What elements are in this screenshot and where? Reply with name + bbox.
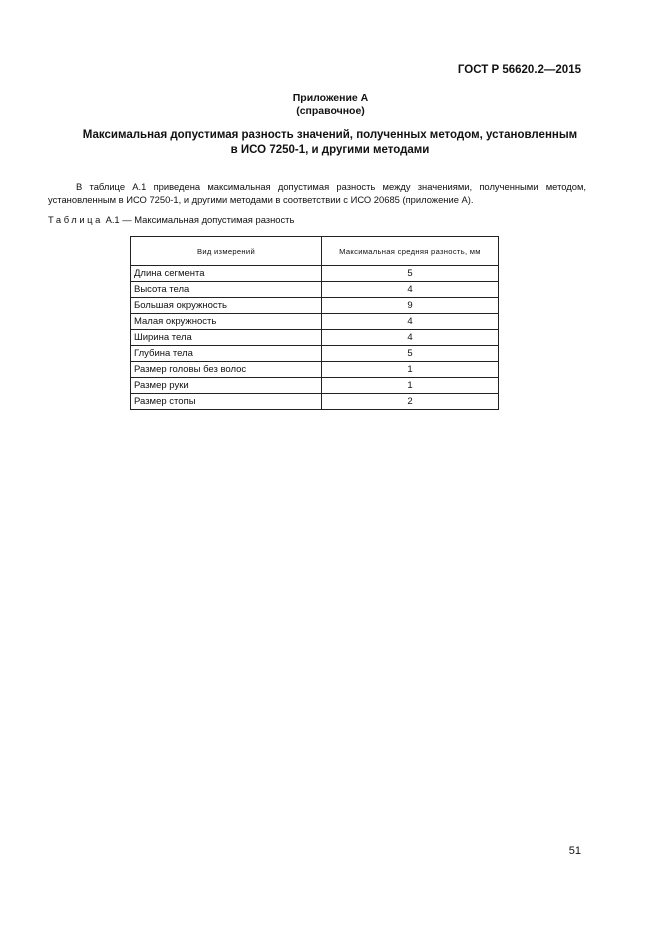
- value-cell: 1: [322, 378, 499, 394]
- header-measure-type: Вид измерений: [131, 237, 322, 266]
- table-caption-text: А.1 — Максимальная допустимая разность: [102, 214, 295, 225]
- measure-cell: Высота тела: [131, 282, 322, 298]
- annex-subtitle: (справочное): [296, 105, 365, 117]
- page-number: 51: [568, 845, 581, 857]
- table-row: [131, 346, 499, 362]
- intro-paragraph: В таблице А.1 приведена максимальная допустимая разность между значениями, полученными методом, установленным в ИСО 7250-1, и другими методами в соответствии с ИСО 20685 (приложение А).: [48, 181, 586, 205]
- table-caption-prefix: Таблица: [48, 214, 103, 225]
- table-row: [131, 266, 499, 282]
- difference-table: [130, 236, 499, 410]
- header-max-difference: Максимальная средняя разность, мм: [322, 237, 499, 266]
- section-title-line-1: Максимальная допустимая разность значений, полученных методом, установленным: [82, 129, 578, 141]
- table-row: [131, 394, 499, 410]
- measure-cell: Большая окружность: [131, 298, 322, 314]
- table-row: [131, 282, 499, 298]
- annex-title: Приложение А: [292, 92, 369, 104]
- table-header-row: [131, 237, 499, 266]
- measure-cell: Глубина тела: [131, 346, 322, 362]
- section-title: [60, 128, 600, 158]
- value-cell: 4: [322, 330, 499, 346]
- measure-cell: Размер стопы: [131, 394, 322, 410]
- table-row: [131, 314, 499, 330]
- value-cell: 2: [322, 394, 499, 410]
- value-cell: 5: [322, 266, 499, 282]
- measure-cell: Малая окружность: [131, 314, 322, 330]
- document-code: ГОСТ Р 56620.2—2015: [457, 64, 581, 76]
- measure-cell: Ширина тела: [131, 330, 322, 346]
- table-row: [131, 330, 499, 346]
- annex-heading: [0, 92, 661, 118]
- section-title-line-2: в ИСО 7250-1, и другими методами: [230, 144, 430, 156]
- value-cell: 4: [322, 314, 499, 330]
- value-cell: 9: [322, 298, 499, 314]
- table-row: [131, 378, 499, 394]
- value-cell: 1: [322, 362, 499, 378]
- value-cell: 5: [322, 346, 499, 362]
- value-cell: 4: [322, 282, 499, 298]
- measure-cell: Размер руки: [131, 378, 322, 394]
- measure-cell: Размер головы без волос: [131, 362, 322, 378]
- table-caption: [48, 214, 294, 225]
- measure-cell: Длина сегмента: [131, 266, 322, 282]
- table-row: [131, 362, 499, 378]
- table-row: [131, 298, 499, 314]
